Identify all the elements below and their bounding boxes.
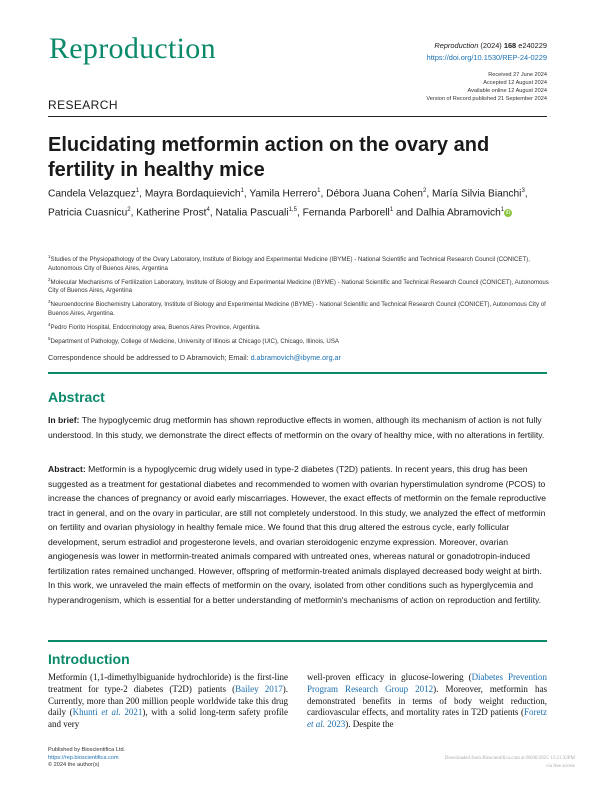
reference-link[interactable]: Bailey 2017	[235, 683, 283, 694]
correspondence-text: Correspondence should be addressed to D Abramovich; Email:	[48, 353, 251, 362]
affiliation-marker: 3	[48, 299, 51, 305]
citation-article-id: e240229	[516, 41, 547, 50]
author-affiliation-marker: 2	[127, 207, 131, 214]
header-divider	[48, 116, 547, 117]
author-affiliation-marker: 2	[422, 188, 427, 194]
affiliation-item	[48, 276, 553, 296]
affiliation-item	[48, 335, 553, 347]
body-text: ), with a solid long-term safety profile and very	[48, 707, 288, 730]
author-name: María Silvia Bianchi	[431, 188, 522, 200]
introduction-column-right	[307, 672, 547, 731]
affiliation-marker: 4	[48, 321, 51, 327]
article-dates	[426, 71, 547, 103]
reference-link[interactable]: Foretz	[524, 707, 547, 718]
affiliation-item	[48, 298, 553, 318]
author-name: Natalia Pascuali	[215, 207, 289, 219]
correspondence	[48, 353, 341, 362]
publisher-url-link[interactable]: https://rep.bioscientifica.com	[48, 754, 119, 761]
body-text: ). Currently, more than 200 million people worldwide take this drug daily (	[48, 683, 288, 718]
reference-link-italic: et al.	[307, 719, 325, 730]
abstract-paragraph	[48, 462, 548, 607]
orcid-icon[interactable]: iD	[505, 210, 511, 217]
author-list: Candela Velazquez$^1$, Mayra Bordaquievich$^1$, Yamila Herrero$^1$, Débora Juana Cohen$^2$, María Silvia Bianchi$^3$, Patricia Cuasnicu$^2$, Katherine Prost$^4$, Natalia Pascuali$^{1,5}$, Fernanda Parborell$^1$ and Dalhia Abramovich$^1$ iD	[48, 188, 528, 219]
citation-journal: Reproduction	[434, 41, 479, 50]
author-name: Candela Velazquez	[48, 188, 136, 200]
journal-name: Reproduction	[49, 32, 216, 65]
author-affiliation-marker: 1	[500, 207, 505, 214]
doi-link[interactable]: https://doi.org/10.1530/REP-24-0229	[426, 53, 547, 62]
affiliation-marker: 5	[48, 335, 51, 341]
affiliation-item	[48, 321, 553, 333]
reference-link[interactable]	[307, 719, 325, 729]
author-affiliation-marker: 1,5	[288, 207, 297, 214]
body-text: ). Despite the	[345, 719, 394, 730]
date-available-online: Available online 12 August 2024	[467, 88, 547, 94]
author-affiliation-marker: 1	[317, 188, 321, 194]
abstract-bottom-divider	[48, 640, 547, 642]
reference-link[interactable]: 2021	[120, 707, 143, 718]
affiliation-text: Molecular Mechanisms of Fertilization Laboratory, Institute of Biology and Experimental Medicine (IBYME) - National Scientific and Technical Research Council (CONICET), Autonomous City of Buenos Aires, Argentina	[48, 278, 549, 295]
reference-link[interactable]	[101, 707, 120, 717]
author-name: Dalhia Abramovich	[415, 207, 501, 219]
affiliation-text: Department of Pathology, College of Medicine, University of Illinois at Chicago (UIC), Chicago, Illinois, USA	[50, 337, 339, 345]
reference-link[interactable]: 2023	[325, 719, 346, 730]
body-text: ). Moreover, metformin has demonstrated benefits in terms of body weight reduction, cardiovascular effects, and mortality rates in T2D patients (	[307, 683, 547, 718]
affiliations	[48, 253, 553, 349]
introduction-heading: Introduction	[48, 651, 130, 667]
in-brief-label: In brief:	[48, 415, 80, 425]
citation-block	[427, 40, 547, 64]
in-brief-paragraph	[48, 413, 548, 442]
download-stamp-line: Downloaded from Bioscientifica.com at 06/06/2025 12:21:32PM	[444, 756, 575, 761]
abstract-text: Metformin is a hypoglycemic drug widely used in type-2 diabetes (T2D) patients. In recent years, this drug has been suggested as a treatment for gestational diabetes and recommended to women with ovarian hyperstimulation syndrome (PCOS) to increase the chances of pregnancy or avoid early miscarriages. However, the exact effects of metformin on the female reproductive tract in general, and on the ovary in particular, are still not completely understood. In this study, we analyzed the effect of metformin on fertility and ovarian physiology in healthy female mice. We found that this drug altered the estrous cycle, early follicular development, serum estradiol and progesterone levels, and ovarian steroidogenic enzyme expression. Moreover, ovarian angiogenesis was lower in metformin-treated animals compared with untreated ones, whereas natural or gonadotropin-induced fertilization rates remained unchanged. However, offspring of metformin-treated animals displayed decreased body weight at birth. In this work, we unraveled the main effects of metformin on the ovary, isolated from other conditions such as hyperglycemia and hyperandrogenism, which is essential for a better understanding of metformin's mechanisms of action on reproduction and fertility.	[48, 464, 547, 605]
in-brief-text: The hypoglycemic drug metformin has shown reproductive effects in women, although its mechanism of action is not fully understood. In this study, we demonstrate the direct effects of metformin on the ovary of healthy mice, with no alterations in fertility.	[48, 415, 545, 440]
article-title: Elucidating metformin action on the ovary and fertility in healthy mice	[48, 134, 490, 181]
author-affiliation-marker: 1	[135, 188, 140, 194]
publisher-footer	[48, 747, 125, 770]
affiliation-item	[48, 253, 553, 273]
affiliation-text: Pedro Fiorito Hospital, Endocrinology area, Buenos Aires Province, Argentina.	[50, 323, 261, 331]
citation-year: (2024)	[478, 41, 504, 50]
date-version-of-record: Version of Record published 21 September 2024	[426, 96, 547, 102]
author-affiliation-marker: 1	[389, 207, 394, 214]
body-text: Metformin (1,1-dimethylbiguanide hydrochloride) is the first-line treatment for type-2 diabetes (T2D) patients (	[48, 672, 288, 694]
author-affiliation-marker: 4	[206, 207, 210, 214]
affiliation-text: Neuroendocrine Biochemistry Laboratory, Institute of Biology and Experimental Medicine (IBYME) - National Scientific and Technical Research Council (CONICET), Autonomous City of Buenos Aires, Argentina.	[48, 301, 546, 317]
affiliation-marker: 2	[48, 276, 51, 282]
abstract-top-divider	[48, 372, 547, 374]
reference-link-italic: et al.	[101, 707, 121, 718]
publisher-name: Published by Bioscientifica Ltd.	[48, 747, 126, 753]
affiliation-text: Studies of the Physiopathology of the Ovary Laboratory, Institute of Biology and Experimental Medicine (IBYME) - National Scientific and Technical Research Council (CONICET), Autonomous City of Buenos Aires, Argentina	[48, 256, 530, 272]
date-received: Received 27 June 2024	[488, 72, 547, 78]
citation-volume: 168	[503, 41, 517, 50]
correspondence-email-link[interactable]: d.abramovich@ibyme.org.ar	[250, 353, 341, 362]
author-name: Patricia Cuasnicu	[48, 207, 128, 219]
author-affiliation-marker: 1	[240, 188, 244, 194]
author-affiliation-marker: 3	[521, 188, 525, 194]
date-accepted: Accepted 12 August 2024	[483, 80, 547, 86]
section-label: RESEARCH	[48, 98, 118, 112]
download-stamp	[444, 755, 575, 771]
author-name: Débora Juana Cohen	[326, 188, 423, 200]
reference-link[interactable]: Khunti	[72, 707, 102, 718]
reference-link[interactable]: Diabetes Prevention Program Research Group 2012	[307, 672, 547, 694]
download-access-line: via free access	[545, 764, 575, 769]
body-text: well-proven efficacy in glucose-lowering (	[307, 672, 472, 682]
author-name: Mayra Bordaquievich	[144, 188, 241, 200]
copyright-notice: © 2024 the author(s)	[48, 762, 100, 769]
abstract-heading: Abstract	[48, 389, 105, 405]
introduction-column-left	[48, 672, 288, 731]
abstract-label: Abstract:	[48, 464, 86, 474]
affiliation-marker: 1	[48, 254, 51, 259]
author-name: Katherine Prost	[136, 207, 207, 219]
author-name: Yamila Herrero	[249, 188, 318, 200]
author-name: Fernanda Parborell	[302, 207, 390, 219]
